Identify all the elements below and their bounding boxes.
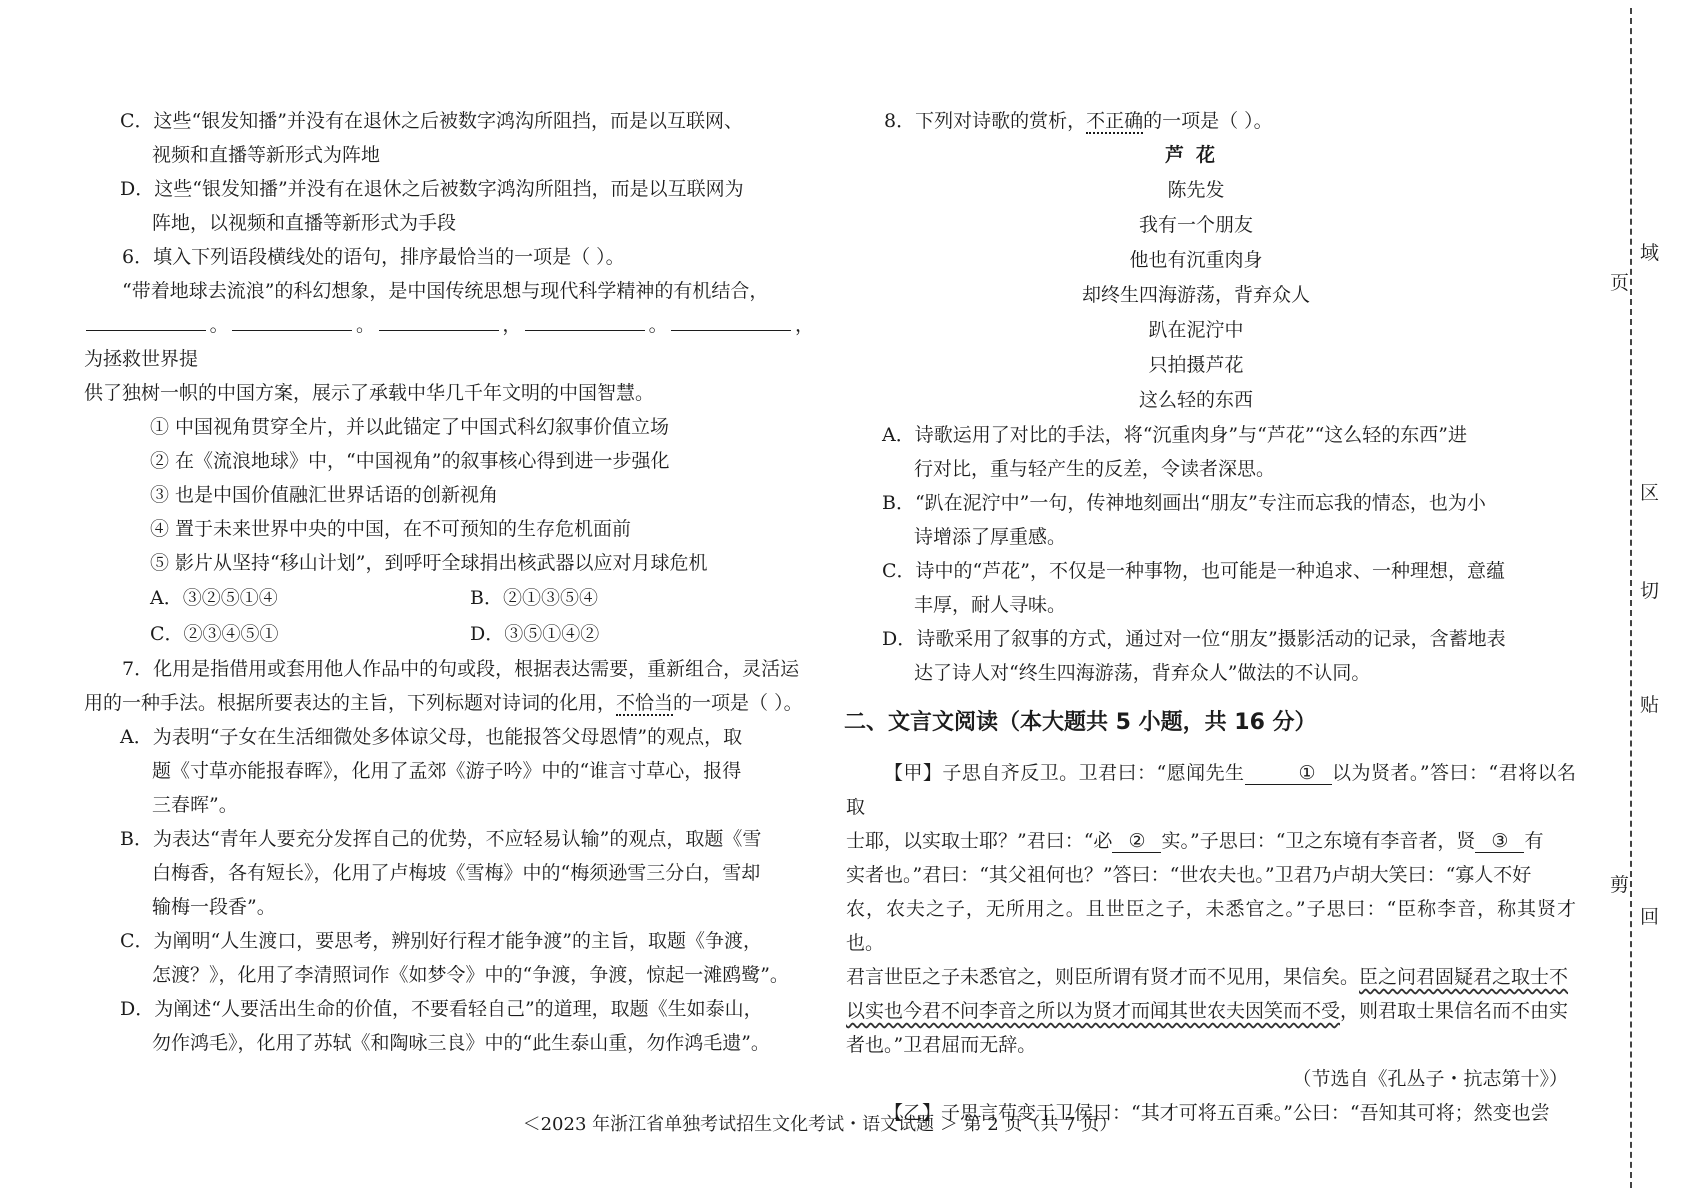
q6-option-b: B．②①③⑤④ [470, 587, 598, 609]
q8-option-c: C．诗中的“芦花”，不仅是一种事物，也可能是一种追求、一种理想，意蕴 丰厚，耐人寻味。 [882, 560, 1505, 616]
q6-blank-4 [525, 308, 645, 331]
jia-line-3: 实者也。”君曰：“其父祖何也？”答曰：“世农夫也。”卫君乃卢胡大笑曰：“寡人不好 [846, 864, 1532, 886]
q6-passage-line1: “带着地球去流浪”的科幻想象，是中国传统思想与现代科学精神的有机结合， [122, 280, 769, 302]
q6-item-3: ③ 也是中国价值融汇世界话语的创新视角 [150, 484, 499, 506]
q6-item-4: ④ 置于未来世界中央的中国，在不可预知的生存危机面前 [150, 518, 632, 540]
jia-line-7: 者也。”卫君屈而无辞。 [846, 1034, 1037, 1056]
jia-source: （节选自《孔丛子・抗志第十》） [1292, 1068, 1568, 1090]
q6-option-a: A．③②⑤①④ [150, 587, 278, 609]
jia-line-6: 以实也今君不问李音之所以为贤才而闻其世农夫因笑而不受，则君取士果信名而不由实 [846, 1000, 1569, 1022]
q6-item-2: ② 在《流浪地球》中，“中国视角”的叙事核心得到进一步强化 [150, 450, 670, 472]
q7-option-a: A．为表明“子女在生活细微处多体谅父母，也能报答父母恩情”的观点，取 题《寸草亦能报春晖》，化用了孟郊《游子吟》中的“谁言寸草心，报得 三春晖”。 [120, 726, 743, 816]
poem-line-4: 趴在泥泞中 [1148, 319, 1244, 341]
side-char-2: 页 [1610, 272, 1630, 294]
poem-line-2: 他也有沉重肉身 [1129, 249, 1263, 271]
jia-blank-2: ② [1112, 830, 1161, 853]
q6-blank-2 [232, 308, 352, 331]
q8-option-b: B．“趴在泥泞中”一句，传神地刻画出“朋友”专注而忘我的情态，也为小 诗增添了厚重感。 [882, 492, 1486, 548]
q6-option-c: C．②③④⑤① [150, 623, 279, 645]
jia-line-4: 农，农夫之子，无所用之。且世臣之子，未悉官之。”子思曰：“臣称李音，称其贤才也。 [846, 898, 1576, 954]
q6-options-ab [84, 580, 814, 616]
q7-option-b: B．为表达“青年人要充分发挥自己的优势，不应轻易认输”的观点，取题《雪 白梅香，各有短长》，化用了卢梅坡《雪梅》中的“梅须逊雪三分白，雪却 输梅一段香”。 [120, 828, 762, 918]
q7-stem-line2: 用的一种手法。根据所要表达的主旨，下列标题对诗词的化用，不恰当的一项是（ ）。 [84, 692, 803, 714]
page-footer: ＜2023 年浙江省单独考试招生文化考试・语文试题 ＞ 第 2 页（共 7 页） [522, 1114, 1118, 1135]
side-char-4: 切 [1640, 580, 1660, 602]
poem-line-3: 却终生四海游荡，背弃众人 [1081, 284, 1310, 306]
section-2-title: 二、文言文阅读（本大题共 5 小题，共 16 分） [844, 710, 1317, 735]
q8-stem: 8．下列对诗歌的赏析，不正确的一项是（ ）。 [884, 110, 1273, 132]
side-char-6: 剪 [1610, 874, 1630, 896]
poem-author: 陈先发 [1167, 179, 1225, 201]
q8-option-d: D．诗歌采用了叙事的方式，通过对一位“朋友”摄影活动的记录，含蓄地表 达了诗人对“终生四海游荡，背弃众人”做法的不认同。 [882, 628, 1506, 684]
yi-line-1: 【乙】子思言苟变于卫侯曰：“其才可将五百乘。”公曰：“吾知其可将；然变也尝 [884, 1102, 1550, 1124]
q7-option-d: D．为阐述“人要活出生命的价值，不要看轻自己”的道理，取题《生如泰山， 勿作鸿毛》，化用了苏轼《和陶咏三良》中的“此生泰山重，勿作鸿毛遗”。 [120, 998, 770, 1054]
q5-option-d: D．这些“银发知播”并没有在退休之后被数字鸿沟所阻挡，而是以互联网为 阵地，以视频和直播等新形式为手段 [120, 178, 744, 234]
poem-title: 芦花 [1164, 144, 1227, 166]
q8-option-a: A．诗歌运用了对比的手法，将“沉重肉身”与“芦花”“这么轻的东西”进 行对比，重与轻产生的反差，令读者深思。 [882, 424, 1468, 480]
jia-blank-3: ③ [1475, 830, 1524, 853]
side-char-3: 区 [1640, 482, 1660, 504]
jia-wavy-1: 臣之问君固疑君之取士不 [1359, 966, 1569, 988]
poem-line-1: 我有一个朋友 [1138, 214, 1253, 236]
q5-option-c: C．这些“银发知播”并没有在退休之后被数字鸿沟所阻挡，而是以互联网、 视频和直播等新形式为阵地 [120, 110, 743, 166]
side-char-1: 域 [1640, 242, 1660, 264]
q6-blank-1 [86, 308, 206, 331]
q7-stem-line1: 7．化用是指借用或套用他人作品中的句或段，根据表达需要，重新组合，灵活运 [122, 658, 800, 680]
jia-line-1: 【甲】子思自齐反卫。卫君曰：“愿闻先生 ① 以为贤者。”答曰：“君将以名取 [846, 762, 1576, 818]
q7-option-c: C．为阐明“人生渡口，要思考，辨别好行程才能争渡”的主旨，取题《争渡， 怎渡？》，化用了李清照词作《如梦令》中的“争渡，争渡，惊起一滩鸥鹭”。 [120, 930, 789, 986]
q6-passage-line2: 。 。 ， 。 ，为拯救世界提 [84, 308, 814, 376]
q6-blank-3 [379, 308, 499, 331]
q6-stem: 6．填入下列语段横线处的语句，排序最恰当的一项是（ ）。 [122, 246, 625, 268]
side-char-5: 贴 [1640, 694, 1660, 716]
q6-option-d: D．③⑤①④② [470, 623, 600, 645]
jia-line-5: 君言世臣之子未悉官之，则臣所谓有贤才而不见用，果信矣。臣之问君固疑君之取士不 [846, 966, 1569, 988]
right-column [846, 104, 1576, 1130]
jia-blank-1: ① [1245, 762, 1332, 785]
q8-emphasis: 不正确 [1086, 110, 1144, 132]
left-column [84, 104, 814, 1060]
side-char-7: 回 [1640, 906, 1660, 928]
cut-line [1630, 8, 1632, 1188]
poem-line-5: 只拍摄芦花 [1148, 354, 1244, 376]
q6-passage-line3: 供了独树一帜的中国方案，展示了承载中华几千年文明的中国智慧。 [84, 382, 655, 404]
q6-item-5: ⑤ 影片从坚持“移山计划”，到呼吁全球捐出核武器以应对月球危机 [150, 552, 708, 574]
q6-item-1: ① 中国视角贯穿全片，并以此锚定了中国式科幻叙事价值立场 [150, 416, 670, 438]
poem-line-6: 这么轻的东西 [1138, 389, 1253, 411]
jia-wavy-2: 以实也今君不问李音之所以为贤才而闻其世农夫因笑而不受 [846, 1000, 1341, 1022]
q6-options-cd [84, 616, 814, 652]
q6-blank-5 [671, 308, 791, 331]
jia-line-2: 士耶，以实取士耶？”君曰：“必 ② 实。”子思曰：“卫之东境有李音者，贤 ③ 有 [846, 830, 1544, 852]
q7-emphasis: 不恰当 [616, 692, 674, 714]
